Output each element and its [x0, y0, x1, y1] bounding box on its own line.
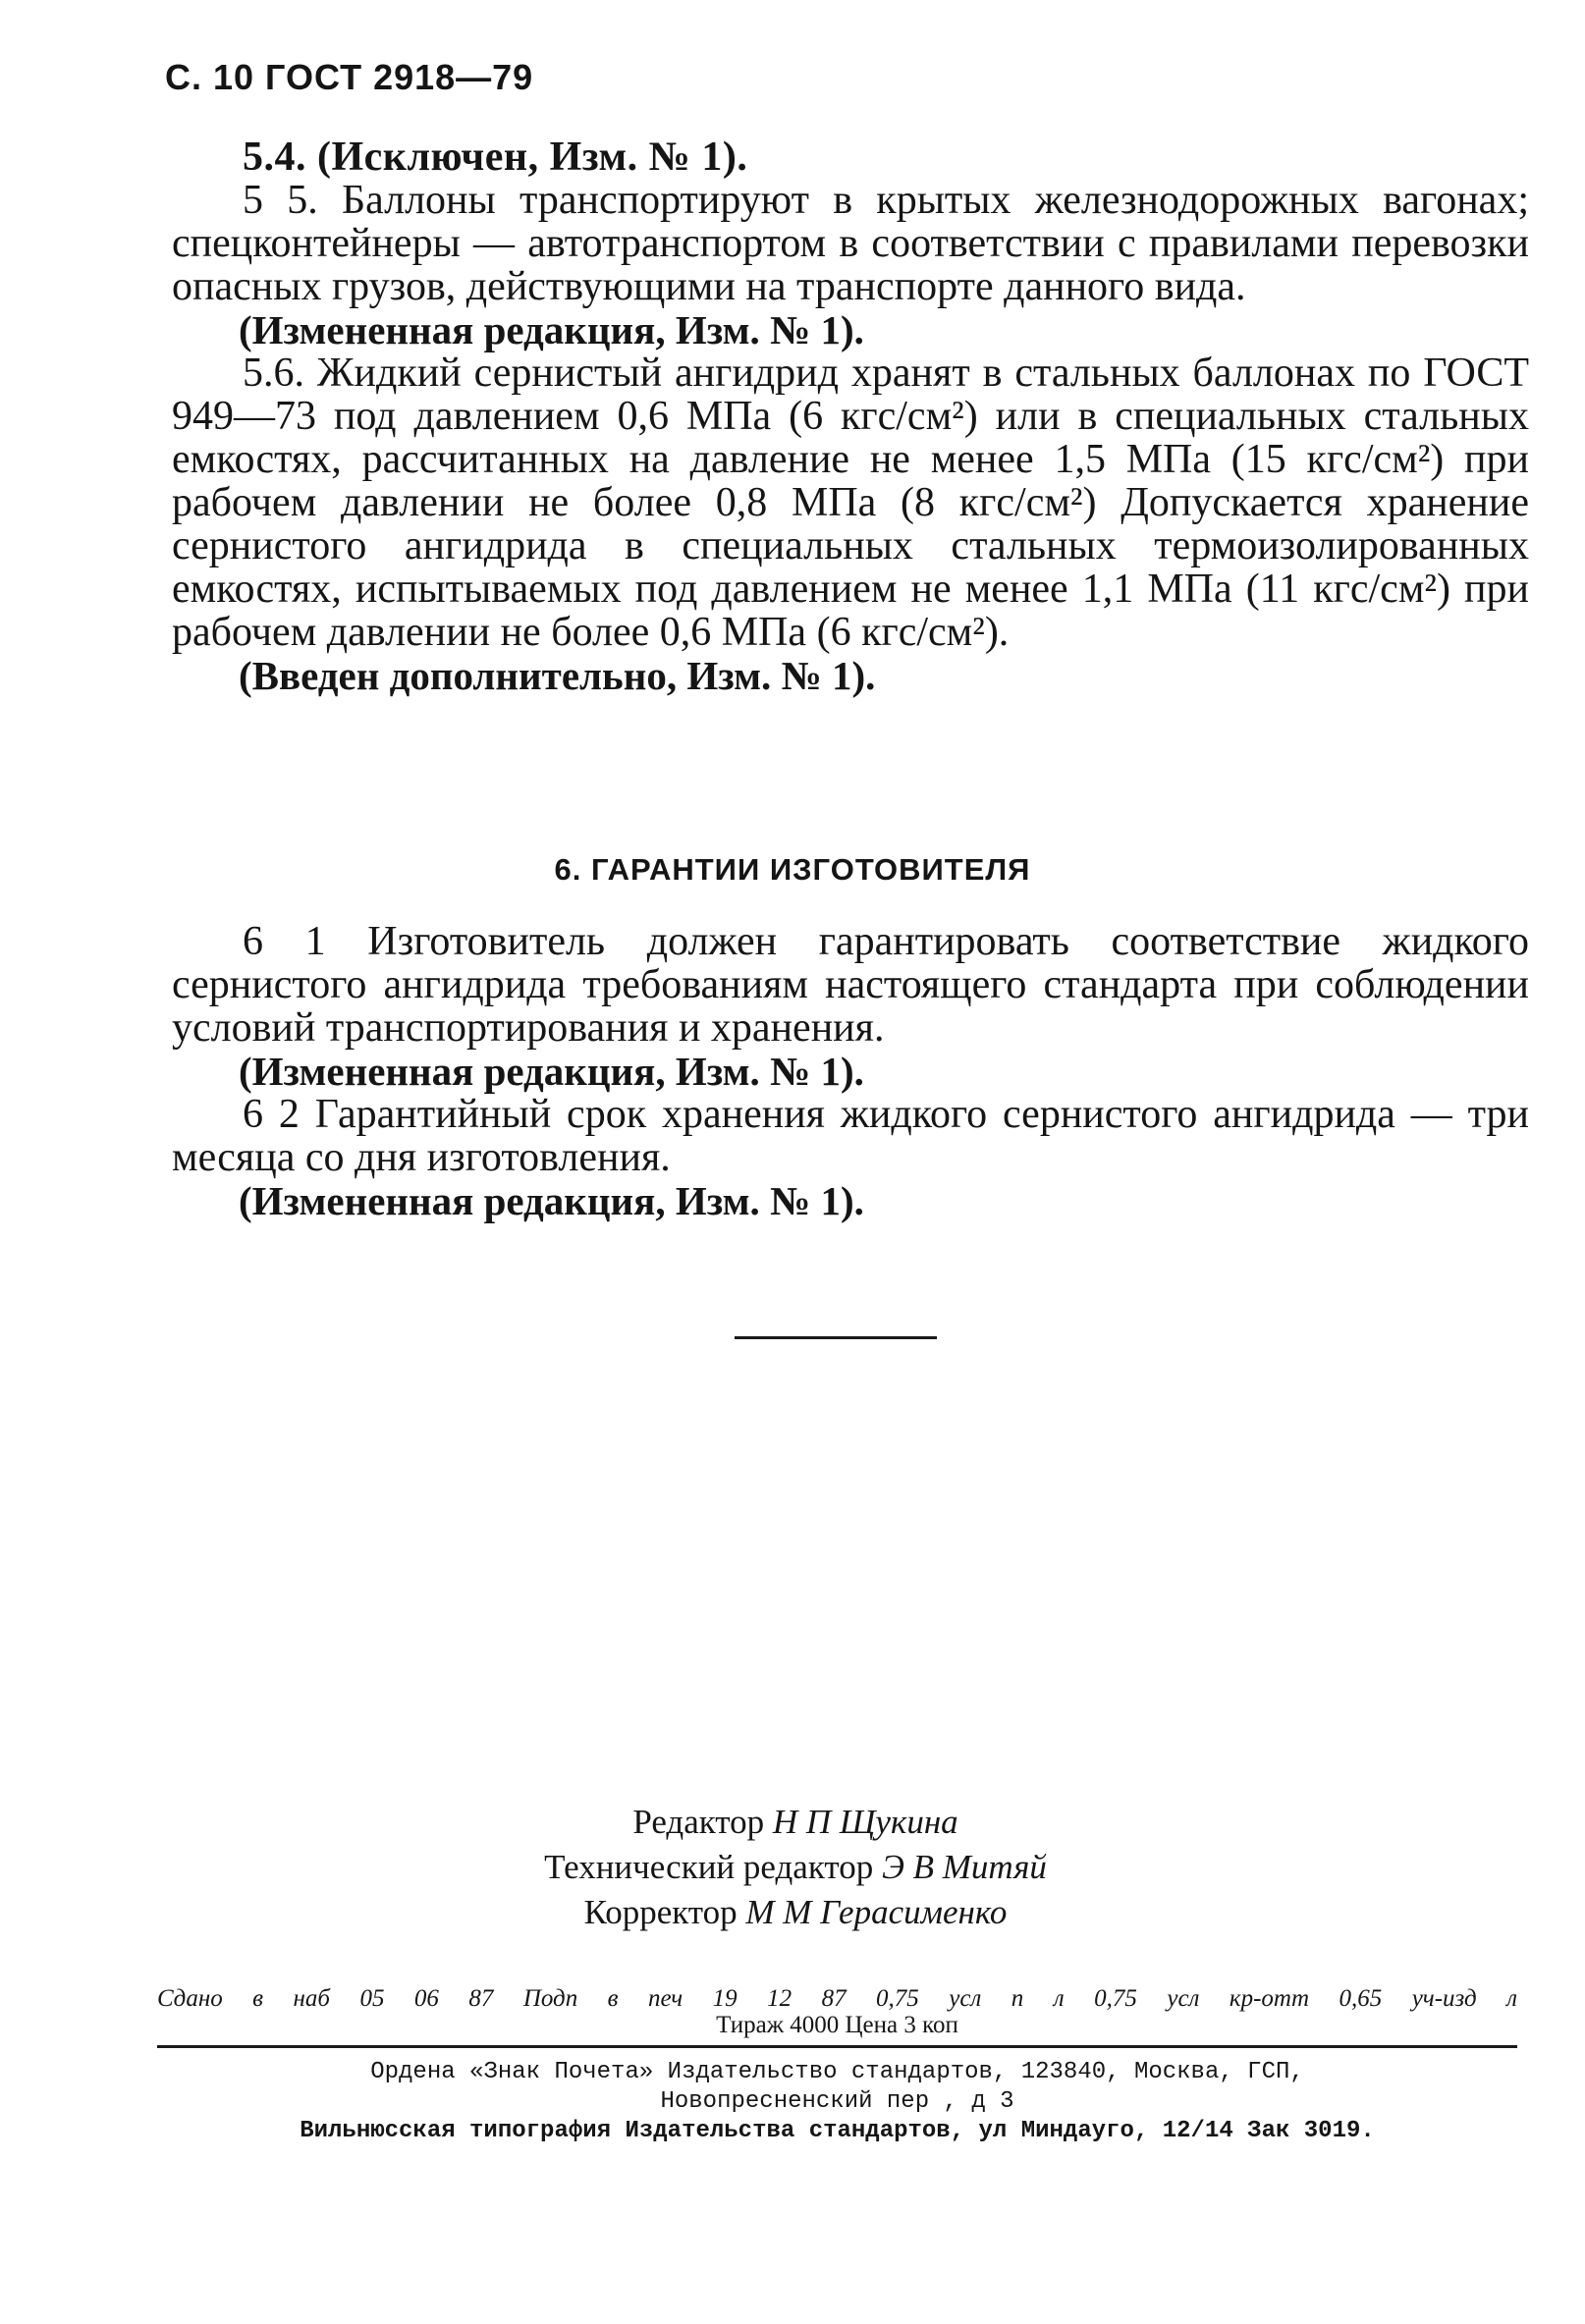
- paragraph-5-5: 5 5. Баллоны транспортируют в крытых железнодорожных вагонах; спецконтейнеры — автотранспортом в соответствии с правилами перевозки опасных грузов, действующими на транспорте данного вида.: [172, 178, 1529, 309]
- corrector-line: [452, 1890, 1139, 1935]
- imprint-line-1: Сдано в наб 05 06 87 Подп в печ 19 12 87 0,75 усл п л 0,75 усл кр-отт 0,65 уч-изд л: [157, 1985, 1517, 2012]
- paragraph-6-2: 6 2 Гарантийный срок хранения жидкого сернистого ангидрида — три месяца со дня изготовления.: [172, 1092, 1529, 1180]
- editor-name: Н П Щукина: [772, 1803, 958, 1841]
- amendment-note: (Измененная редакция, Изм. № 1).: [239, 307, 864, 352]
- publisher-line-2: Новопресненский пер , д 3: [660, 2088, 1014, 2115]
- editor-label: Редактор: [632, 1803, 765, 1841]
- tech-editor-label: Технический редактор: [544, 1848, 874, 1886]
- corrector-label: Корректор: [583, 1893, 738, 1931]
- paragraph-6-1: 6 1 Изготовитель должен гарантировать соответствие жидкого сернистого ангидрида требованиям настоящего стандарта при соблюдении условий транспортирования и хранения.: [172, 919, 1529, 1051]
- publisher-block: [157, 2058, 1517, 2146]
- section-6-title: 6. ГАРАНТИИ ИЗГОТОВИТЕЛЯ: [554, 852, 1031, 887]
- amendment-note: (Введен дополнительно, Изм. № 1).: [239, 653, 876, 698]
- page-header: С. 10 ГОСТ 2918—79: [165, 57, 534, 97]
- publisher-line-1: Ордена «Знак Почета» Издательство стандартов, 123840, Москва, ГСП,: [370, 2059, 1304, 2085]
- amendment-note: (Измененная редакция, Изм. № 1).: [239, 1178, 864, 1223]
- tech-editor-line: [452, 1845, 1139, 1890]
- corrector-name: М М Герасименко: [745, 1893, 1008, 1931]
- paragraph-5-4: 5.4. (Исключен, Изм. № 1).: [243, 135, 748, 180]
- credits-block: [452, 1800, 1139, 1935]
- end-divider: [735, 1336, 937, 1339]
- printer-line: Вильнюсская типография Издательства стандартов, ул Миндауго, 12/14 Зак 3019.: [300, 2118, 1375, 2144]
- editor-line: [452, 1800, 1139, 1845]
- tech-editor-name: Э В Митяй: [881, 1848, 1047, 1886]
- imprint-line-2: Тираж 4000 Цена 3 коп: [716, 2012, 958, 2038]
- imprint-rule: [157, 2045, 1517, 2048]
- section-5-block: [172, 135, 1529, 697]
- amendment-note: (Измененная редакция, Изм. № 1).: [239, 1049, 864, 1094]
- section-6-block: [172, 920, 1529, 1222]
- paragraph-5-6: 5.6. Жидкий сернистый ангидрид хранят в стальных баллонах по ГОСТ 949—73 под давлением 0,6 МПа (6 кгс/см²) или в специальных стальных емкостях, рассчитанных на давление не менее 1,5 МПа (15 кгс/см²) при рабочем давлении не более 0,8 МПа (8 кгс/см²) Допускается хранение сернистого ангидрида в специальных стальных термоизолированных емкостях, испытываемых под давлением не менее 1,1 МПа (11 кгс/см²) при рабочем давлении не более 0,6 МПа (6 кгс/см²).: [172, 351, 1529, 655]
